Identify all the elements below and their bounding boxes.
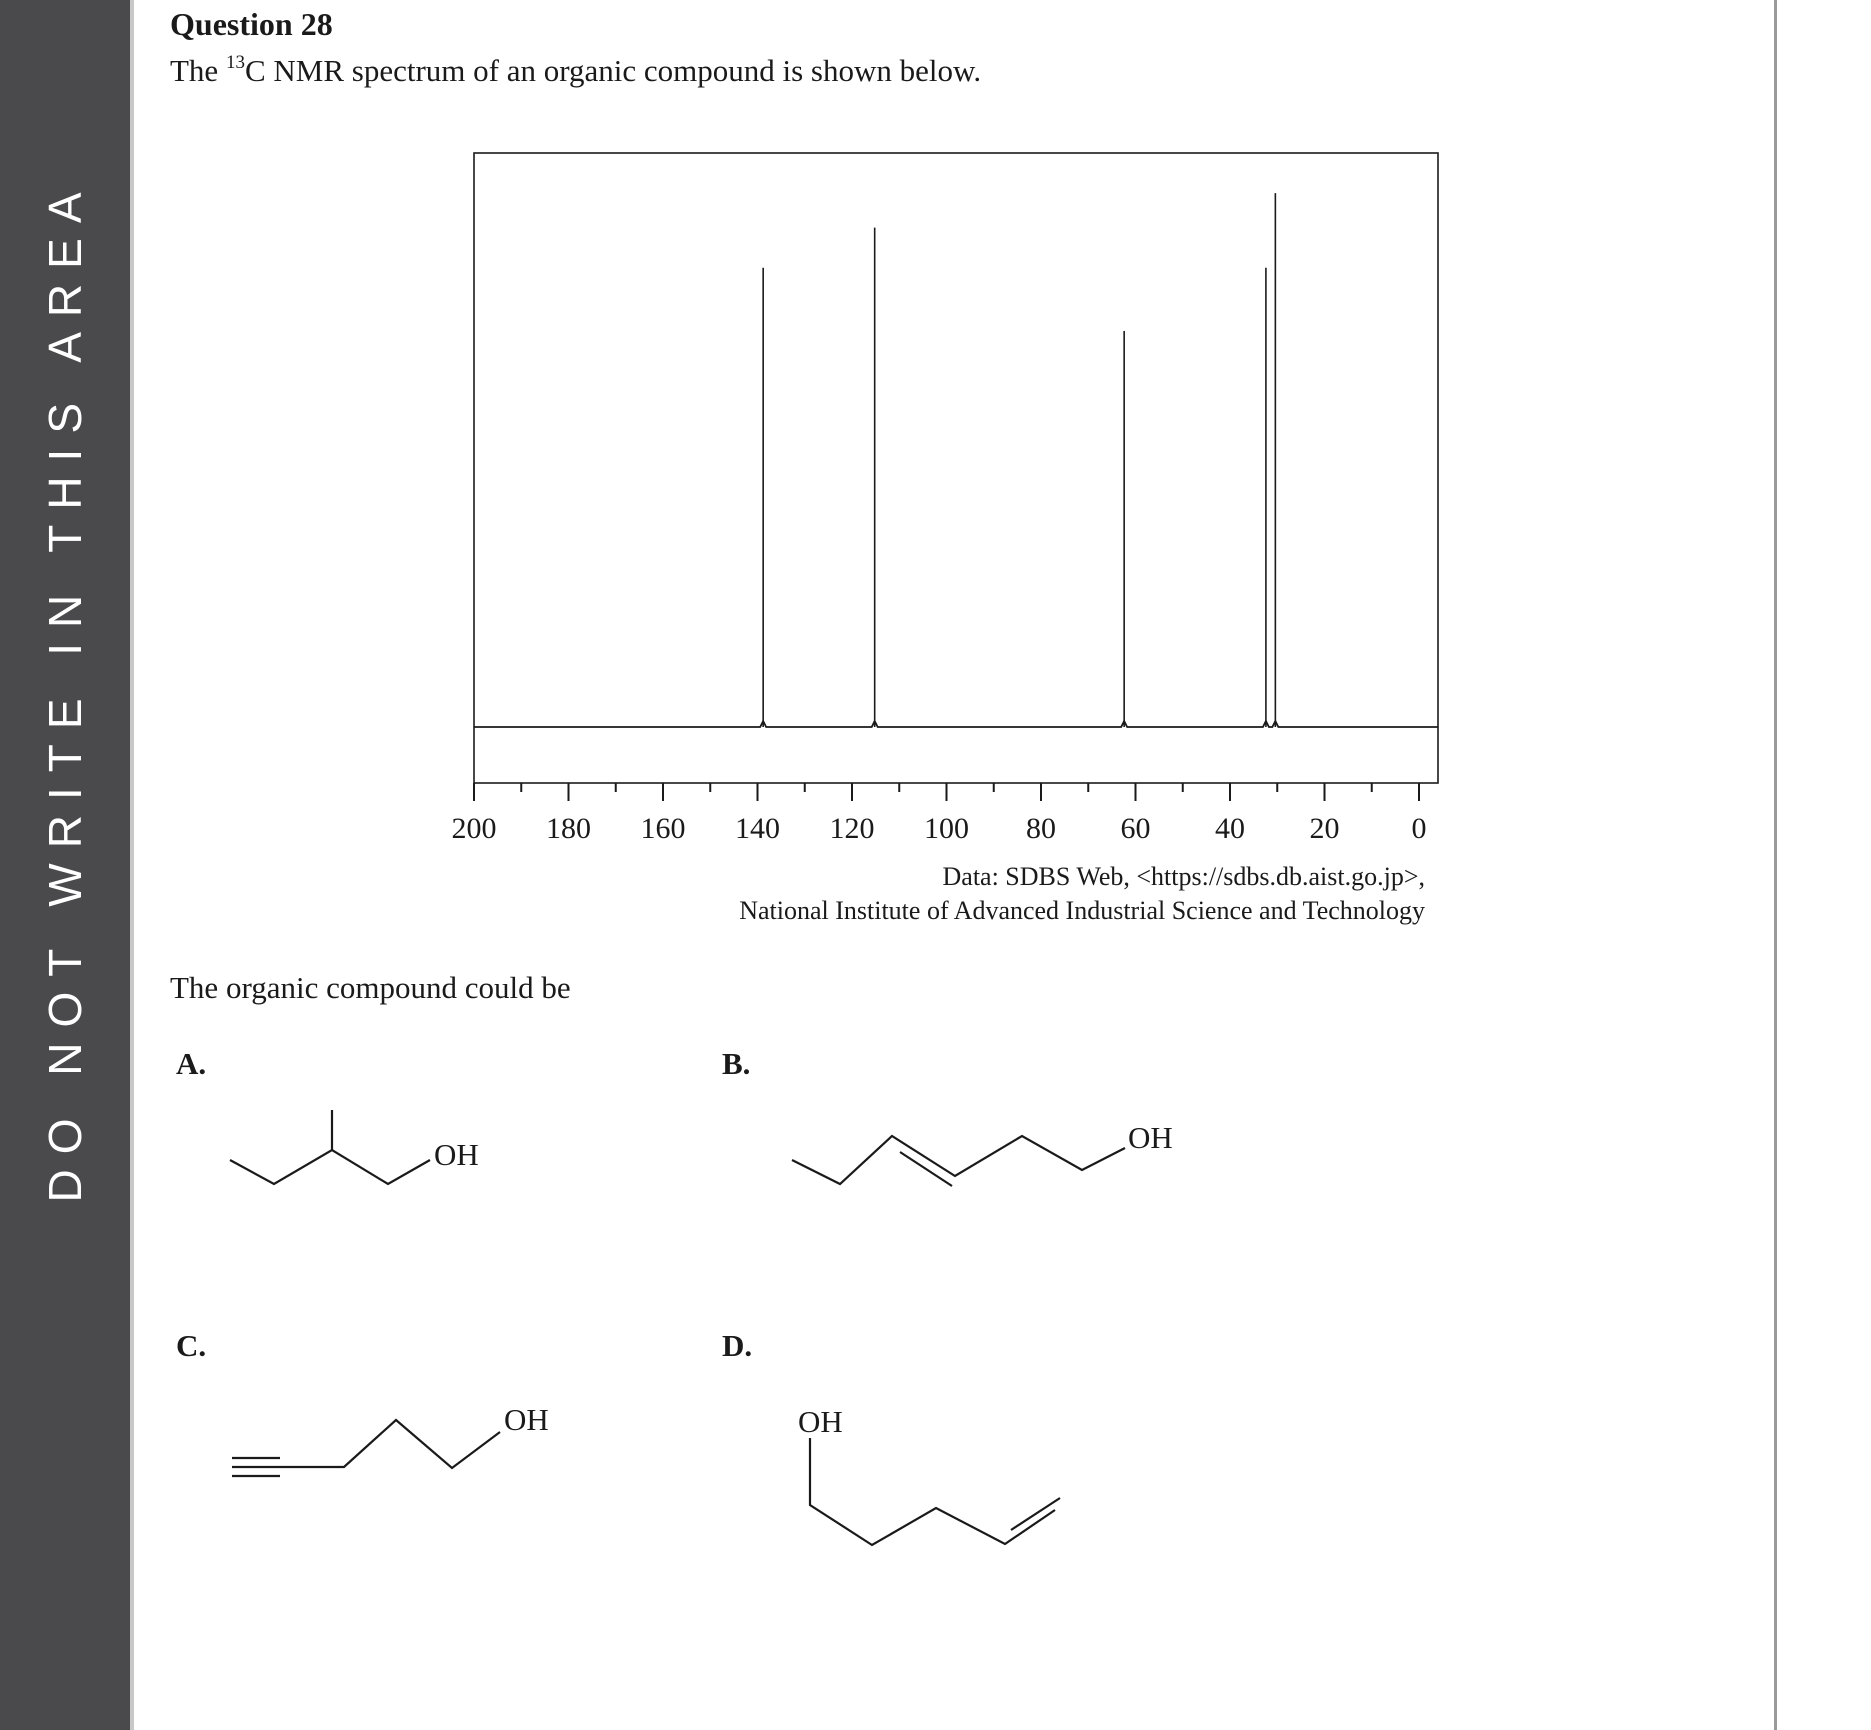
tick-label: 80 [1026, 812, 1056, 840]
structure-c [232, 1420, 500, 1476]
structure-d [810, 1438, 1060, 1545]
structure-d-chain [810, 1438, 1055, 1545]
structure-b-chain [792, 1136, 1125, 1184]
option-b-label: B. [722, 1046, 751, 1081]
structure-b [792, 1136, 1125, 1186]
tick-label: 100 [924, 812, 969, 840]
question-number: Question 28 [170, 6, 333, 42]
structure-d-double-bond [1011, 1498, 1060, 1530]
tick-label: 180 [546, 812, 591, 840]
structure-c-oh: OH [504, 1402, 549, 1437]
tick-label: 40 [1215, 812, 1245, 840]
tick-label: 0 [1411, 812, 1427, 840]
structure-b-oh: OH [1128, 1120, 1173, 1155]
credit-line-1: Data: SDBS Web, <https://sdbs.db.aist.go.jp>, [942, 862, 1425, 891]
question-prompt: The organic compound could be [170, 970, 571, 1005]
structure-d-oh: OH [798, 1404, 843, 1439]
tick-label: 140 [735, 812, 780, 840]
isotope-superscript: 13 [225, 52, 245, 73]
structure-a-oh: OH [434, 1137, 479, 1172]
tick-label: 160 [640, 812, 686, 840]
stem-start: The [170, 53, 226, 88]
option-c-label: C. [176, 1328, 207, 1363]
structure-a [230, 1110, 430, 1184]
option-d-label: D. [722, 1328, 753, 1363]
stem-end: C NMR spectrum of an organic compound is shown below. [244, 53, 982, 88]
tick-label: 120 [829, 812, 875, 840]
tick-label: 200 [451, 812, 497, 840]
tick-label: 60 [1120, 812, 1151, 840]
tick-label: 20 [1309, 812, 1340, 840]
do-not-write-notice: DO NOT WRITE IN THIS AREA [39, 177, 91, 1203]
structure-c-chain [280, 1420, 500, 1468]
structure-a-chain [230, 1150, 430, 1184]
credit-line-2: National Institute of Advanced Industrial Science and Technology [739, 896, 1425, 925]
option-a-label: A. [176, 1046, 207, 1081]
